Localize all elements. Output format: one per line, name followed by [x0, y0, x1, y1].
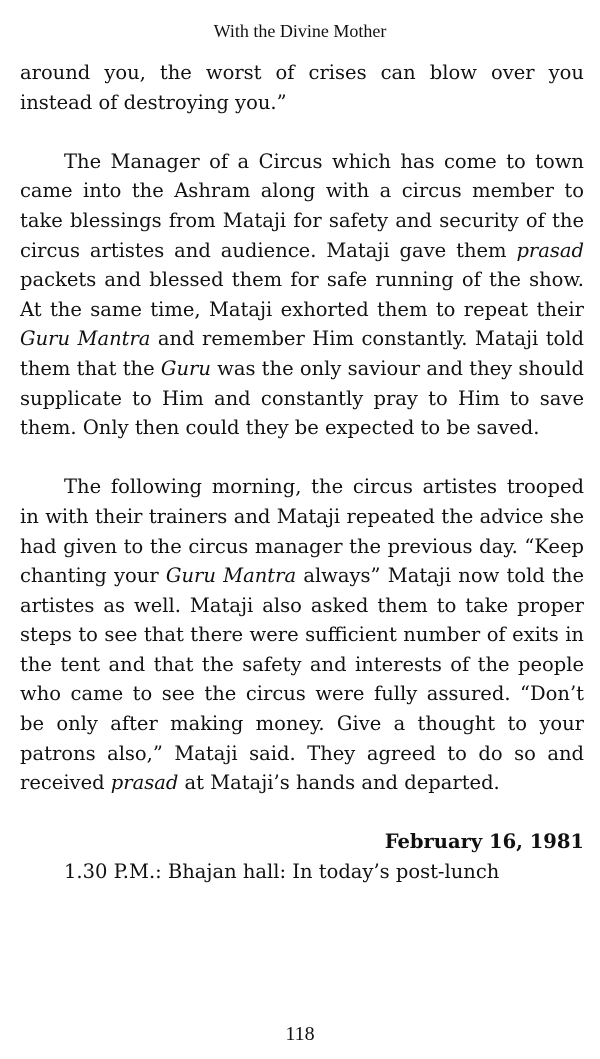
- text-run: The Manager of a Circus which has come to town came into the Ashram along with a circus member to take blessings from Mataji for safety and security of the circus artistes and audience. Mataji gave them: [20, 149, 584, 262]
- italic-term-guru-mantra: Guru Mantra: [165, 564, 297, 588]
- page-number: 118: [285, 1023, 315, 1045]
- text-run: always” Mataji now told the artistes as well. Mataji also asked them to take proper steps to see that there were sufficient number of exits in the tent and that the safety and interests of the people who came to see the circus were fully assured. “Don’t be only after making money. Give a thought to your patrons also,” Mataji said. They agreed to do so and received: [20, 564, 584, 795]
- text-run: was the only saviour and they should supplicate to Him and constantly pray to Him to save them. Only then could they be expected to be saved.: [20, 356, 584, 440]
- italic-term-prasad: prasad: [516, 238, 584, 262]
- paragraph-circus-artistes: [20, 472, 584, 798]
- text-run: packets and blessed them for safe running of the show. At the same time, Mataji exhorted them to repeat their: [20, 268, 584, 321]
- italic-term-guru: Guru: [160, 356, 211, 380]
- date-heading: February 16, 1981: [384, 830, 584, 854]
- italic-term-guru-mantra: Guru Mantra: [20, 327, 151, 351]
- text-run: and remember Him constantly. Mataji told them that the: [20, 327, 584, 380]
- italic-term-prasad: prasad: [110, 771, 179, 795]
- paragraph-circus-manager: [20, 147, 584, 443]
- paragraph-continued: around you, the worst of crises can blow over you instead of destroying you.”: [20, 61, 584, 114]
- running-header: With the Divine Mother: [213, 21, 387, 41]
- text-run: The following morning, the circus artistes trooped in with their trainers and Mataji repeated the advice she had given to the circus manager the previous day. “Keep chanting your: [20, 475, 584, 588]
- text-run: at Mataji’s hands and departed.: [178, 771, 500, 795]
- paragraph-bhajan-hall: 1.30 P.M.: Bhajan hall: In today’s post-lunch: [64, 860, 500, 884]
- body-text: [20, 58, 584, 887]
